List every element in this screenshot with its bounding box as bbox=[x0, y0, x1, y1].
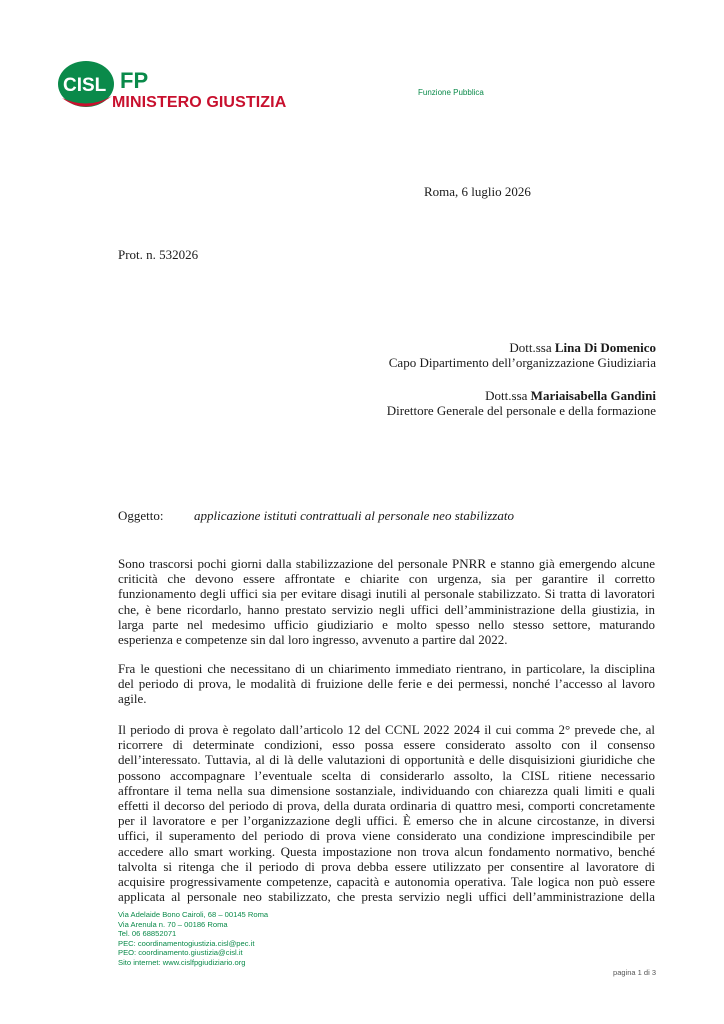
paragraph-line: del periodo di prova, le modalità di fruizione delle ferie e dei permessi, nonché l’accesso al lavoro bbox=[118, 676, 655, 692]
logo-ministero-text: MINISTERO GIUSTIZIA bbox=[112, 94, 287, 111]
body-paragraph-3 bbox=[118, 722, 655, 904]
logo-fp-text: FP bbox=[120, 68, 149, 93]
footer-peo-link[interactable]: PEO: coordinamento.giustizia@cisl.it bbox=[118, 948, 243, 958]
recipient-1-name: Dott.ssa Lina Di Domenico bbox=[509, 340, 656, 355]
footer-address-2: Via Arenula n. 70 – 00186 Roma bbox=[118, 919, 228, 929]
paragraph-line: criticità che devono essere affrontate e chiarite con urgenza, sia per garantire il corretto bbox=[118, 571, 655, 587]
paragraph-line: talvolta si ritenga che il periodo di prova debba essere utilizzato per consentire al lavoratore di bbox=[118, 858, 655, 874]
paragraph-line: funzionamento degli uffici sia per evitare disagi inutili al personale stabilizzato. Si tratta di lavoratori bbox=[118, 586, 655, 602]
recipient-1-role: Capo Dipartimento dell’organizzazione Giudiziaria bbox=[388, 355, 656, 370]
paragraph-line: esperienza e competenze sin dal loro ingresso, avvenuto a partire dal 2022. bbox=[118, 632, 508, 648]
footer-pec-link[interactable]: PEC: coordinamentogiustizia.cisl@pec.it bbox=[118, 938, 255, 948]
footer-website-link[interactable]: Sito internet: www.cislfpgiudiziario.org bbox=[118, 957, 246, 967]
paragraph-line: agile. bbox=[118, 691, 147, 707]
recipient-2-name: Dott.ssa Mariaisabella Gandini bbox=[485, 388, 656, 403]
paragraph-line: acquisire progressivamente competenze, capacità e autonomia operativa. Tale logica non può essere bbox=[118, 874, 655, 890]
paragraph-line: applicata al personale neo stabilizzato, che presta servizio negli uffici dell’amministrazione della bbox=[118, 889, 655, 905]
subject-text: applicazione istituti contrattuali al personale neo stabilizzato bbox=[194, 508, 514, 523]
subject-label: Oggetto: bbox=[118, 508, 164, 523]
paragraph-line: effetti il decorso del periodo di prova, della durata ordinaria di quattro mesi, comporti concretamente bbox=[118, 798, 655, 814]
letter-date: Roma, 6 luglio 2026 bbox=[424, 184, 531, 199]
body-paragraph-2 bbox=[118, 661, 655, 707]
paragraph-line: Fra le questioni che necessitano di un chiarimento immediato rientrano, in particolare, la disciplina bbox=[118, 661, 655, 676]
footer-address-1: Via Adelaide Bono Cairoli, 68 – 00145 Roma bbox=[118, 910, 269, 919]
paragraph-line: possono accompagnare l’eventuale scelta di considerarlo assolto, la CISL ritiene necessario bbox=[118, 767, 655, 783]
footer-phone: Tel. 06 68852071 bbox=[118, 929, 177, 939]
body-paragraph-1 bbox=[118, 556, 655, 647]
paragraph-line: ricorrere di determinate condizioni, esso possa essere considerato assolto con il consenso bbox=[118, 737, 655, 753]
paragraph-line: Sono trascorsi pochi giorni dalla stabilizzazione del personale PNRR e stanno già emergendo alcune bbox=[118, 556, 655, 571]
paragraph-line: larga parte nel medesimo ufficio giudiziario e molto spesso nello stesso settore, maturando bbox=[118, 616, 655, 632]
footer-contacts bbox=[118, 910, 268, 968]
paragraph-line: per il lavoratore e per l’organizzazione degli uffici. È emerso che in alcune circostanze, in diversi bbox=[118, 813, 655, 829]
protocol-number: Prot. n. 532026 bbox=[118, 247, 199, 262]
recipient-2-role: Direttore Generale del personale e della formazione bbox=[386, 403, 656, 418]
paragraph-line: affrontare il tema nella sua dimensione sostanziale, individuando con chiarezza quali limiti e quali bbox=[118, 782, 655, 798]
logo-cisl-text: CISL bbox=[63, 75, 107, 96]
paragraph-line: che, è bene ricordarlo, hanno prestato servizio negli uffici dell’amministrazione della giustizia, in bbox=[118, 601, 655, 617]
paragraph-line: dell’interessato. Tuttavia, al di là delle valutazioni di opportunità e delle disquisizioni giuridiche che bbox=[118, 752, 655, 768]
funzione-pubblica-label: Funzione Pubblica bbox=[418, 88, 484, 97]
paragraph-line: Il periodo di prova è regolato dall’articolo 12 del CCNL 2022 2024 il cui comma 2° prevede che, al bbox=[118, 722, 655, 737]
page-number: pagina 1 di 3 bbox=[613, 968, 656, 977]
paragraph-line: uffici, il superamento del periodo di prova viene considerato una condizione imprescindibile per bbox=[118, 828, 655, 844]
paragraph-line: accedere allo smart working. Questa impostazione non trova alcun fondamento normativo, benché bbox=[118, 843, 655, 859]
